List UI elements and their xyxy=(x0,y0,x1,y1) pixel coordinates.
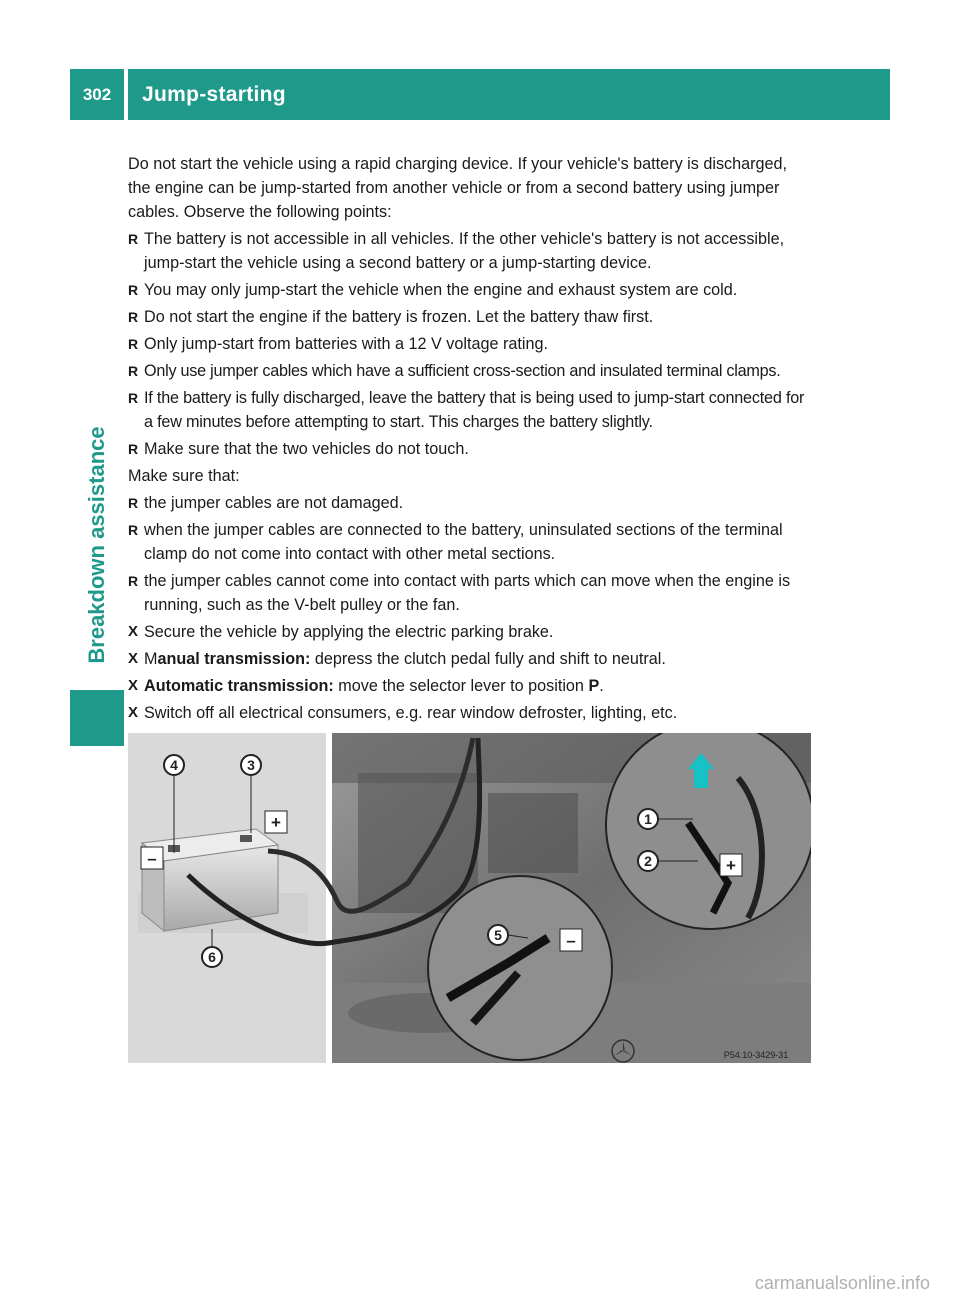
plus-label-vehicle xyxy=(720,854,742,876)
bullet-r-icon: R xyxy=(128,231,139,247)
step-item: X Secure the vehicle by applying the electric parking brake. xyxy=(128,620,814,644)
bullet-r-icon: R xyxy=(128,282,139,298)
list-item: R Only use jumper cables which have a sufficient cross-section and insulated terminal clamps. xyxy=(128,359,814,383)
bullet-r-icon: R xyxy=(128,309,139,325)
header-divider xyxy=(124,69,128,120)
minus-label-ground xyxy=(560,929,582,951)
bullet-r-icon: R xyxy=(128,390,139,406)
battery-illustration xyxy=(142,829,278,931)
svg-text:6: 6 xyxy=(208,949,216,965)
bullet-r-icon: R xyxy=(128,522,139,538)
figure-code: P54.10-3429-31 xyxy=(723,1050,789,1060)
svg-text:3: 3 xyxy=(247,757,255,773)
bullet-r-icon: R xyxy=(128,336,139,352)
step-arrow-icon: X xyxy=(128,623,139,640)
list-item: R You may only jump-start the vehicle when the engine and exhaust system are cold. xyxy=(128,278,814,302)
svg-text:–: – xyxy=(147,849,157,868)
body-text xyxy=(128,152,814,755)
bullet-r-icon: R xyxy=(128,573,139,589)
svg-text:+: + xyxy=(726,856,736,875)
step-arrow-icon: X xyxy=(128,677,139,694)
list-item: R when the jumper cables are connected to the battery, uninsulated sections of the terminal clamp do not come into contact with other metal sections. xyxy=(128,518,814,566)
step-item: X Automatic transmission: move the selector lever to position P. xyxy=(128,674,814,698)
step-arrow-icon: X xyxy=(128,704,139,721)
page-number: 302 xyxy=(82,84,112,104)
detail-circle-bottom xyxy=(428,876,612,1060)
chapter-label: Breakdown assistance xyxy=(84,426,109,664)
step-arrow-icon: X xyxy=(128,650,139,667)
intro-paragraph: Do not start the vehicle using a rapid charging device. If your vehicle's battery is discharged, the engine can be jump-started from another vehicle or from a second battery using jumper cables. Observe the following points: xyxy=(128,155,788,221)
watermark: carmanualsonline.info xyxy=(754,1273,930,1293)
list-item: R the jumper cables are not damaged. xyxy=(128,491,814,515)
step-item: X Switch off all electrical consumers, e.g. rear window defroster, lighting, etc. xyxy=(128,701,814,725)
jump-start-illustration xyxy=(128,733,811,1063)
svg-text:+: + xyxy=(271,813,281,832)
list-item: R the jumper cables cannot come into contact with parts which can move when the engine is running, such as the V-belt pulley or the fan. xyxy=(128,569,814,617)
svg-text:2: 2 xyxy=(644,853,652,869)
bullet-r-icon: R xyxy=(128,363,139,379)
list-item: R Only jump-start from batteries with a 12 V voltage rating. xyxy=(128,332,814,356)
list-item: R If the battery is fully discharged, leave the battery that is being used to jump-start connected for a few minutes before attempting to start. This charges the battery slightly. xyxy=(128,386,814,434)
minus-label-battery xyxy=(141,847,163,869)
section-title: Jump-starting xyxy=(142,82,286,106)
step-item: X Manual transmission: depress the clutch pedal fully and shift to neutral. xyxy=(128,647,814,671)
svg-text:4: 4 xyxy=(170,757,178,773)
header-bar xyxy=(70,69,890,120)
make-sure-heading: Make sure that: xyxy=(128,467,240,485)
list-item: R Do not start the engine if the battery is frozen. Let the battery thaw first. xyxy=(128,305,814,329)
svg-text:1: 1 xyxy=(644,811,652,827)
bullet-r-icon: R xyxy=(128,441,139,457)
svg-text:5: 5 xyxy=(494,927,502,943)
chapter-tab xyxy=(70,690,124,746)
bullet-r-icon: R xyxy=(128,495,139,511)
svg-text:–: – xyxy=(566,931,576,950)
list-item: R The battery is not accessible in all vehicles. If the other vehicle's battery is not accessible, jump-start the vehicle using a second battery or a jump-starting device. xyxy=(128,227,814,275)
plus-label-battery xyxy=(265,811,287,833)
list-item: R Make sure that the two vehicles do not touch. xyxy=(128,437,814,461)
